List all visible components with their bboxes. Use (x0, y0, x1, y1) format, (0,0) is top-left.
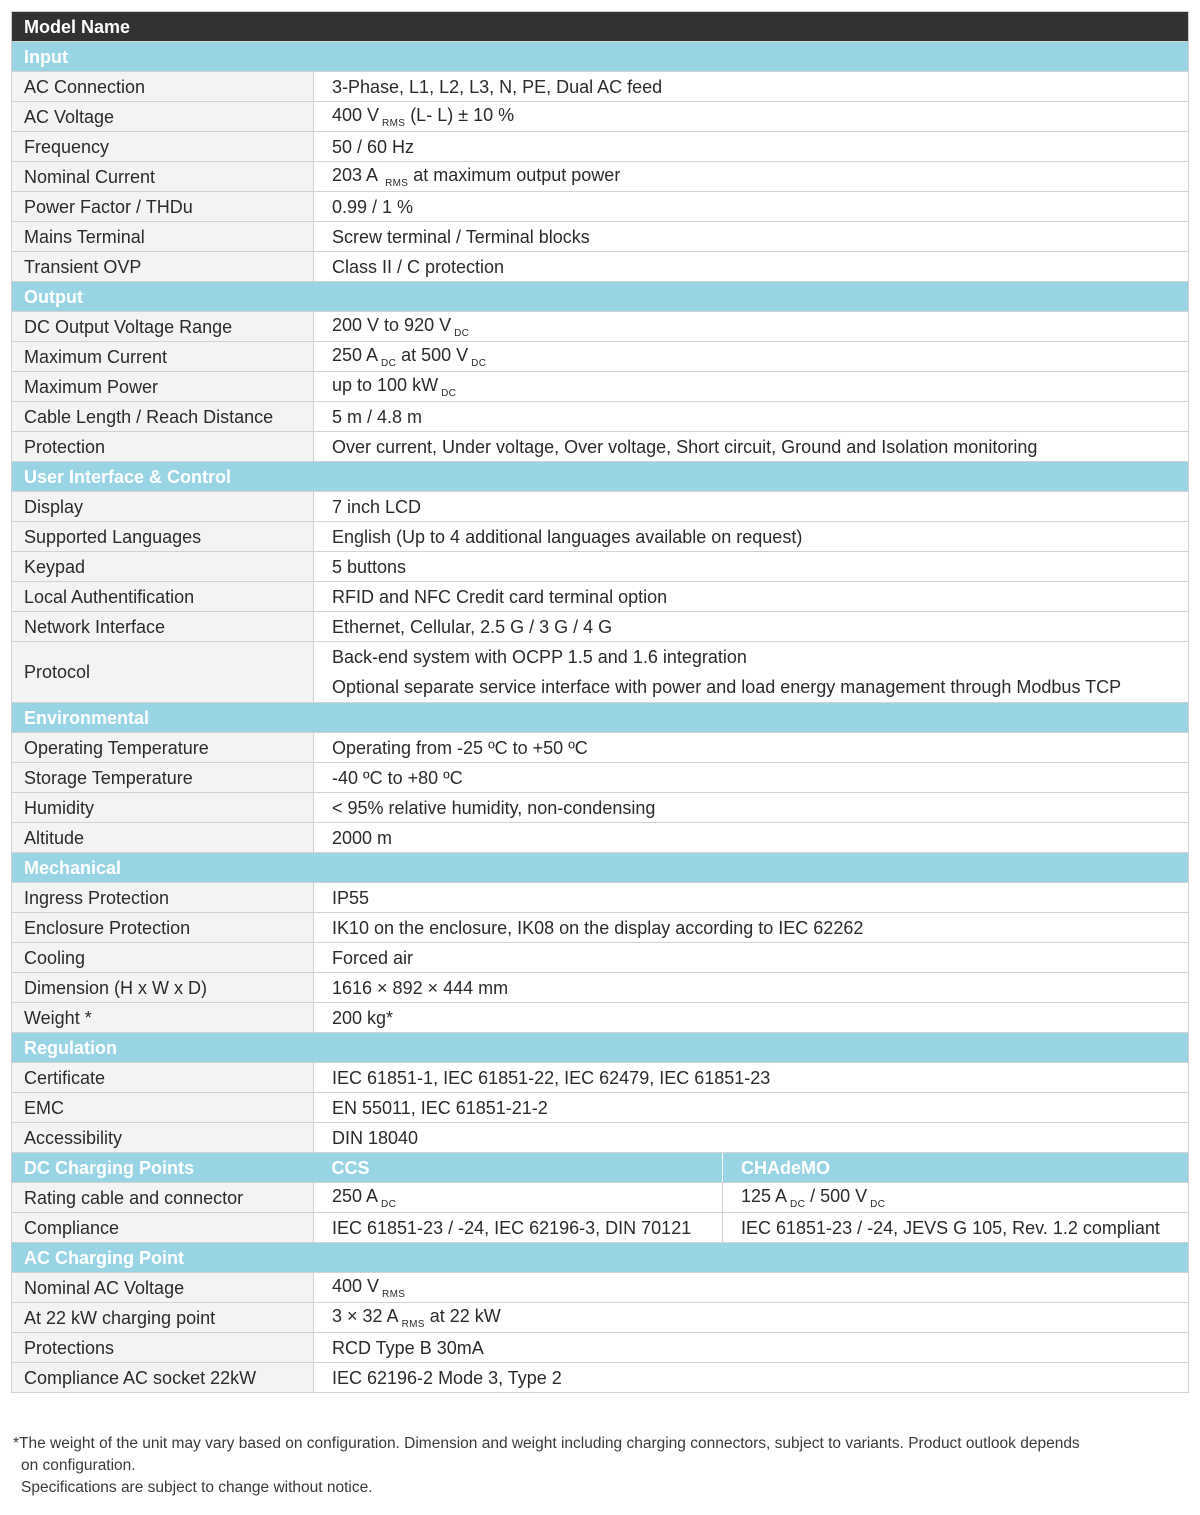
protocol-line: Back-end system with OCPP 1.5 and 1.6 integration (332, 647, 747, 667)
value-main: up to 100 kW (332, 374, 439, 395)
row-value: Forced air (314, 943, 1189, 973)
value-suffix: at 500 V (401, 344, 469, 365)
row-value: 0.99 / 1 % (314, 192, 1189, 222)
model-name-header: Model Name (12, 12, 1189, 42)
unit-subscript: DC (381, 1198, 397, 1210)
footnote (13, 1433, 1188, 1499)
unit-subscript: DC (870, 1198, 886, 1210)
row-label: Nominal AC Voltage (12, 1273, 314, 1303)
row-value: 2000 m (314, 823, 1189, 853)
value-main: 400 V (332, 104, 380, 125)
unit-subscript: DC (790, 1198, 806, 1210)
row-value: Operating from -25 ºC to +50 ºC (314, 733, 1189, 763)
section-regulation (12, 1033, 1189, 1063)
table-row (12, 552, 1189, 582)
unit-subscript: RMS (401, 1318, 425, 1330)
table-row (12, 162, 1189, 192)
row-value (314, 1303, 1189, 1333)
row-label: Nominal Current (12, 162, 314, 192)
table-row (12, 1183, 1189, 1213)
section-heading: User Interface & Control (12, 462, 1189, 492)
spec-sheet (11, 11, 1188, 1393)
table-row (12, 1333, 1189, 1363)
section-mechanical (12, 853, 1189, 883)
row-value: 5 buttons (314, 552, 1189, 582)
table-row (12, 1093, 1189, 1123)
row-value: IK10 on the enclosure, IK08 on the display according to IEC 62262 (314, 913, 1189, 943)
specification-table (11, 11, 1189, 1393)
value-suffix: at maximum output power (413, 164, 621, 185)
row-label: DC Output Voltage Range (12, 312, 314, 342)
row-label: Dimension (H x W x D) (12, 973, 314, 1003)
protocol-line: Optional separate service interface with power and load energy management through Modbus TCP (332, 677, 1122, 697)
chademo-value (723, 1183, 1189, 1213)
value-main: 3 × 32 A (332, 1305, 399, 1326)
chademo-value: IEC 61851-23 / -24, JEVS G 105, Rev. 1.2 compliant (723, 1213, 1189, 1243)
value-main: 250 A (332, 1185, 379, 1206)
row-value: EN 55011, IEC 61851-21-2 (314, 1093, 1189, 1123)
section-heading: Regulation (12, 1033, 1189, 1063)
value-main: 400 V (332, 1275, 380, 1296)
table-row (12, 1063, 1189, 1093)
section-environmental (12, 703, 1189, 733)
table-row (12, 883, 1189, 913)
row-label: Compliance (12, 1213, 314, 1243)
row-label: Certificate (12, 1063, 314, 1093)
table-row (12, 1363, 1189, 1393)
row-label: Cooling (12, 943, 314, 973)
table-row (12, 1003, 1189, 1033)
value-suffix: at 22 kW (429, 1305, 501, 1326)
row-label: Transient OVP (12, 252, 314, 282)
row-value (314, 162, 1189, 192)
section-dc-charging-points (12, 1153, 1189, 1183)
section-input (12, 42, 1189, 72)
unit-subscript: RMS (385, 177, 409, 189)
table-row (12, 102, 1189, 132)
section-heading: AC Charging Point (12, 1243, 1189, 1273)
ccs-value: IEC 61851-23 / -24, IEC 62196-3, DIN 70121 (314, 1213, 723, 1243)
row-label: AC Connection (12, 72, 314, 102)
row-label: Mains Terminal (12, 222, 314, 252)
ccs-value (314, 1183, 723, 1213)
table-row (12, 642, 1189, 703)
footnote-line: Specifications are subject to change without notice. (21, 1479, 373, 1496)
row-value (314, 1273, 1189, 1303)
column-header-ccs: CCS (314, 1153, 723, 1183)
row-label: Operating Temperature (12, 733, 314, 763)
unit-subscript: RMS (382, 117, 406, 129)
value-main: 125 A (741, 1185, 788, 1206)
row-label: AC Voltage (12, 102, 314, 132)
row-label: Local Authentification (12, 582, 314, 612)
table-row (12, 342, 1189, 372)
table-row (12, 222, 1189, 252)
row-label: Ingress Protection (12, 883, 314, 913)
row-label: Supported Languages (12, 522, 314, 552)
table-row (12, 763, 1189, 793)
row-label: Cable Length / Reach Distance (12, 402, 314, 432)
row-value: -40 ºC to +80 ºC (314, 763, 1189, 793)
table-row (12, 973, 1189, 1003)
row-value: English (Up to 4 additional languages available on request) (314, 522, 1189, 552)
row-value: < 95% relative humidity, non-condensing (314, 793, 1189, 823)
table-row (12, 1213, 1189, 1243)
row-label: Keypad (12, 552, 314, 582)
table-row (12, 522, 1189, 552)
section-heading: Output (12, 282, 1189, 312)
table-row (12, 492, 1189, 522)
row-label: At 22 kW charging point (12, 1303, 314, 1333)
table-row (12, 312, 1189, 342)
section-heading: Environmental (12, 703, 1189, 733)
row-value: 5 m / 4.8 m (314, 402, 1189, 432)
unit-subscript: DC (381, 357, 397, 369)
row-value (314, 342, 1189, 372)
row-value: Screw terminal / Terminal blocks (314, 222, 1189, 252)
table-row (12, 132, 1189, 162)
table-row (12, 913, 1189, 943)
row-label: Network Interface (12, 612, 314, 642)
row-label: Storage Temperature (12, 763, 314, 793)
row-value (314, 312, 1189, 342)
row-label: Altitude (12, 823, 314, 853)
table-row (12, 402, 1189, 432)
row-label: Weight * (12, 1003, 314, 1033)
footnote-line: on configuration. (21, 1457, 136, 1474)
table-row (12, 252, 1189, 282)
row-value (314, 642, 1189, 703)
footnote-line: *The weight of the unit may vary based on configuration. Dimension and weight including charging connectors, subject to variants. Product outlook depends (13, 1435, 1080, 1452)
table-row (12, 72, 1189, 102)
row-label: Enclosure Protection (12, 913, 314, 943)
row-value: 3-Phase, L1, L2, L3, N, PE, Dual AC feed (314, 72, 1189, 102)
row-label: Power Factor / THDu (12, 192, 314, 222)
row-value (314, 372, 1189, 402)
value-suffix: / 500 V (810, 1185, 868, 1206)
row-label: EMC (12, 1093, 314, 1123)
row-label: Protections (12, 1333, 314, 1363)
table-row (12, 432, 1189, 462)
row-value: Ethernet, Cellular, 2.5 G / 3 G / 4 G (314, 612, 1189, 642)
table-row (12, 612, 1189, 642)
row-value: IEC 61851-1, IEC 61851-22, IEC 62479, IEC 61851-23 (314, 1063, 1189, 1093)
table-row (12, 192, 1189, 222)
row-value: RCD Type B 30mA (314, 1333, 1189, 1363)
row-label: Humidity (12, 793, 314, 823)
unit-subscript: DC (441, 387, 457, 399)
table-row (12, 1123, 1189, 1153)
row-label: Protocol (12, 642, 314, 703)
section-heading: Input (12, 42, 1189, 72)
section-heading: DC Charging Points (12, 1153, 314, 1183)
section-output (12, 282, 1189, 312)
section-user-interface (12, 462, 1189, 492)
table-row (12, 793, 1189, 823)
value-main: 200 V to 920 V (332, 314, 452, 335)
section-heading: Mechanical (12, 853, 1189, 883)
unit-subscript: DC (471, 357, 487, 369)
row-value: IP55 (314, 883, 1189, 913)
row-label: Compliance AC socket 22kW (12, 1363, 314, 1393)
row-value: IEC 62196-2 Mode 3, Type 2 (314, 1363, 1189, 1393)
model-name-row (12, 12, 1189, 42)
unit-subscript: RMS (382, 1288, 406, 1300)
section-ac-charging-point (12, 1243, 1189, 1273)
row-label: Display (12, 492, 314, 522)
row-value: Class II / C protection (314, 252, 1189, 282)
row-value: 7 inch LCD (314, 492, 1189, 522)
table-row (12, 1273, 1189, 1303)
table-row (12, 823, 1189, 853)
table-row (12, 372, 1189, 402)
value-suffix: (L- L) ± 10 % (410, 104, 515, 125)
row-value: DIN 18040 (314, 1123, 1189, 1153)
row-value: Over current, Under voltage, Over voltage, Short circuit, Ground and Isolation monitoring (314, 432, 1189, 462)
table-row (12, 943, 1189, 973)
row-label: Rating cable and connector (12, 1183, 314, 1213)
table-row (12, 733, 1189, 763)
value-main: 203 A (332, 164, 378, 185)
value-main: 250 A (332, 344, 379, 365)
row-label: Protection (12, 432, 314, 462)
row-label: Maximum Power (12, 372, 314, 402)
table-row (12, 1303, 1189, 1333)
table-row (12, 582, 1189, 612)
row-value: 50 / 60 Hz (314, 132, 1189, 162)
row-label: Maximum Current (12, 342, 314, 372)
unit-subscript: DC (454, 327, 470, 339)
row-value: RFID and NFC Credit card terminal option (314, 582, 1189, 612)
column-header-chademo: CHAdeMO (723, 1153, 1189, 1183)
row-value: 200 kg* (314, 1003, 1189, 1033)
row-label: Frequency (12, 132, 314, 162)
row-value: 1616 × 892 × 444 mm (314, 973, 1189, 1003)
row-label: Accessibility (12, 1123, 314, 1153)
row-value (314, 102, 1189, 132)
